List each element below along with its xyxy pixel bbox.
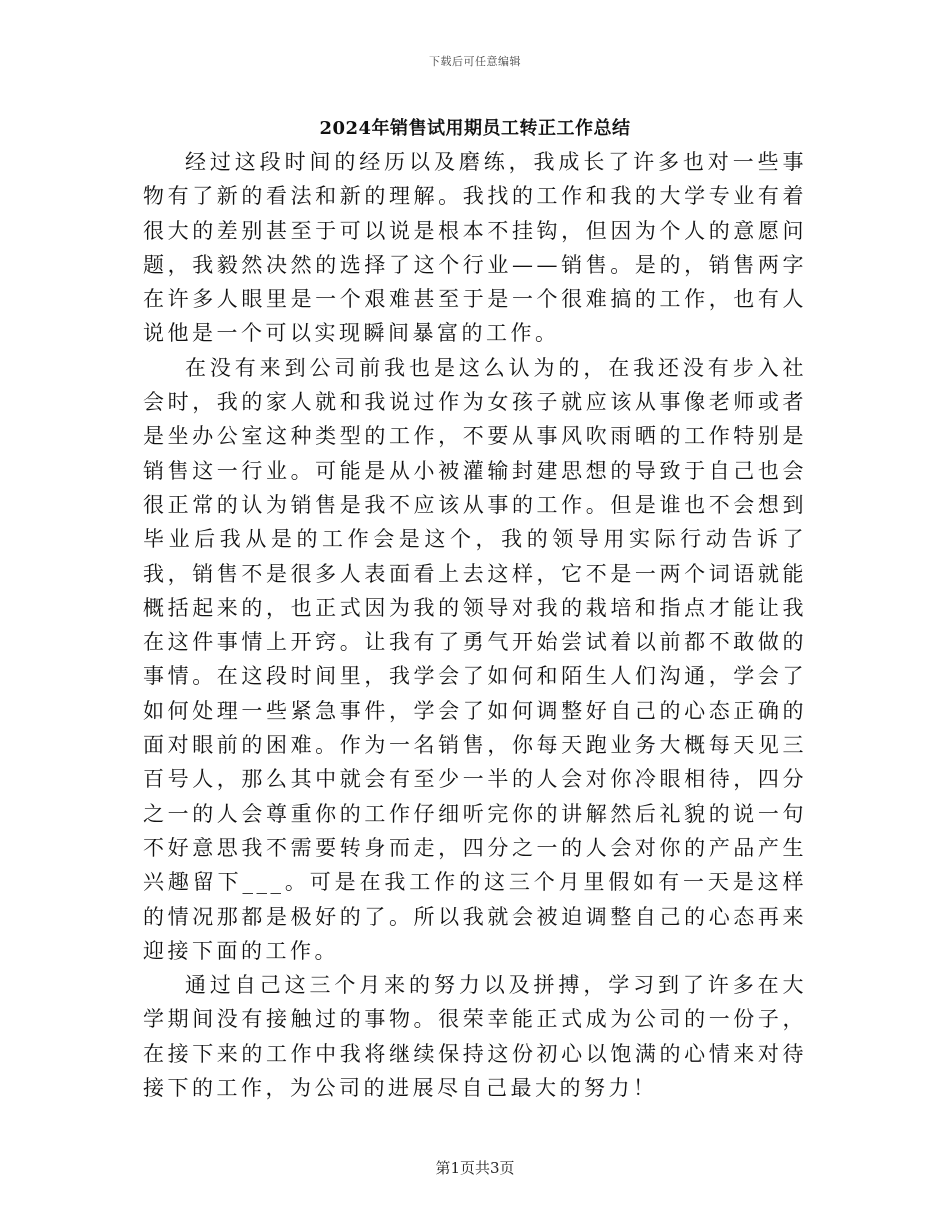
paragraph-2: 在没有来到公司前我也是这么认为的，在我还没有步入社会时，我的家人就和我说过作为女孩子就应该从事像老师或者是坐办公室这种类型的工作，不要从事风吹雨晒的工作特别是销售这一行业。可能是从小被灌输封建思想的导致于自己也会很正常的认为销售是我不应该从事的工作。但是谁也不会想到毕业后我从是的工作会是这个，我的领导用实际行动告诉了我，销售不是很多人表面看上去这样，它不是一两个词语就能概括起来的，也正式因为我的领导对我的栽培和指点才能让我在这件事情上开窍。让我有了勇气开始尝试着以前都不敢做的事情。在这段时间里，我学会了如何和陌生人们沟通，学会了如何处理一些紧急事件，学会了如何调整好自己的心态正确的面对眼前的困难。作为一名销售，你每天跑业务大概每天见三百号人，那么其中就会有至少一半的人会对你冷眼相待，四分之一的人会尊重你的工作仔细听完你的讲解然后礼貌的说一句不好意思我不需要转身而走，四分之一的人会对你的产品产生兴趣留下___。可是在我工作的这三个月里假如有一天是这样的情况那都是极好的了。所以我就会被迫调整自己的心态再来迎接下面的工作。 [143, 355, 807, 963]
document-title: 2024年销售试用期员工转正工作总结 [319, 118, 631, 139]
page-number-footer: 第1页共3页 [435, 1159, 515, 1177]
document-body [143, 145, 807, 1105]
header-note: 下载后可任意编辑 [429, 55, 521, 68]
paragraph-3: 通过自己这三个月来的努力以及拼搏，学习到了许多在大学期间没有接触过的事物。很荣幸能正式成为公司的一份子，在接下来的工作中我将继续保持这份初心以饱满的心情来对待接下的工作，为公司的进展尽自己最大的努力！ [143, 973, 807, 1101]
paragraph-1: 经过这段时间的经历以及磨练，我成长了许多也对一些事物有了新的看法和新的理解。我找的工作和我的大学专业有着很大的差别甚至于可以说是根本不挂钩，但因为个人的意愿问题，我毅然决然的选择了这个行业——销售。是的，销售两字在许多人眼里是一个艰难甚至于是一个很难搞的工作，也有人说他是一个可以实现瞬间暴富的工作。 [143, 150, 807, 346]
